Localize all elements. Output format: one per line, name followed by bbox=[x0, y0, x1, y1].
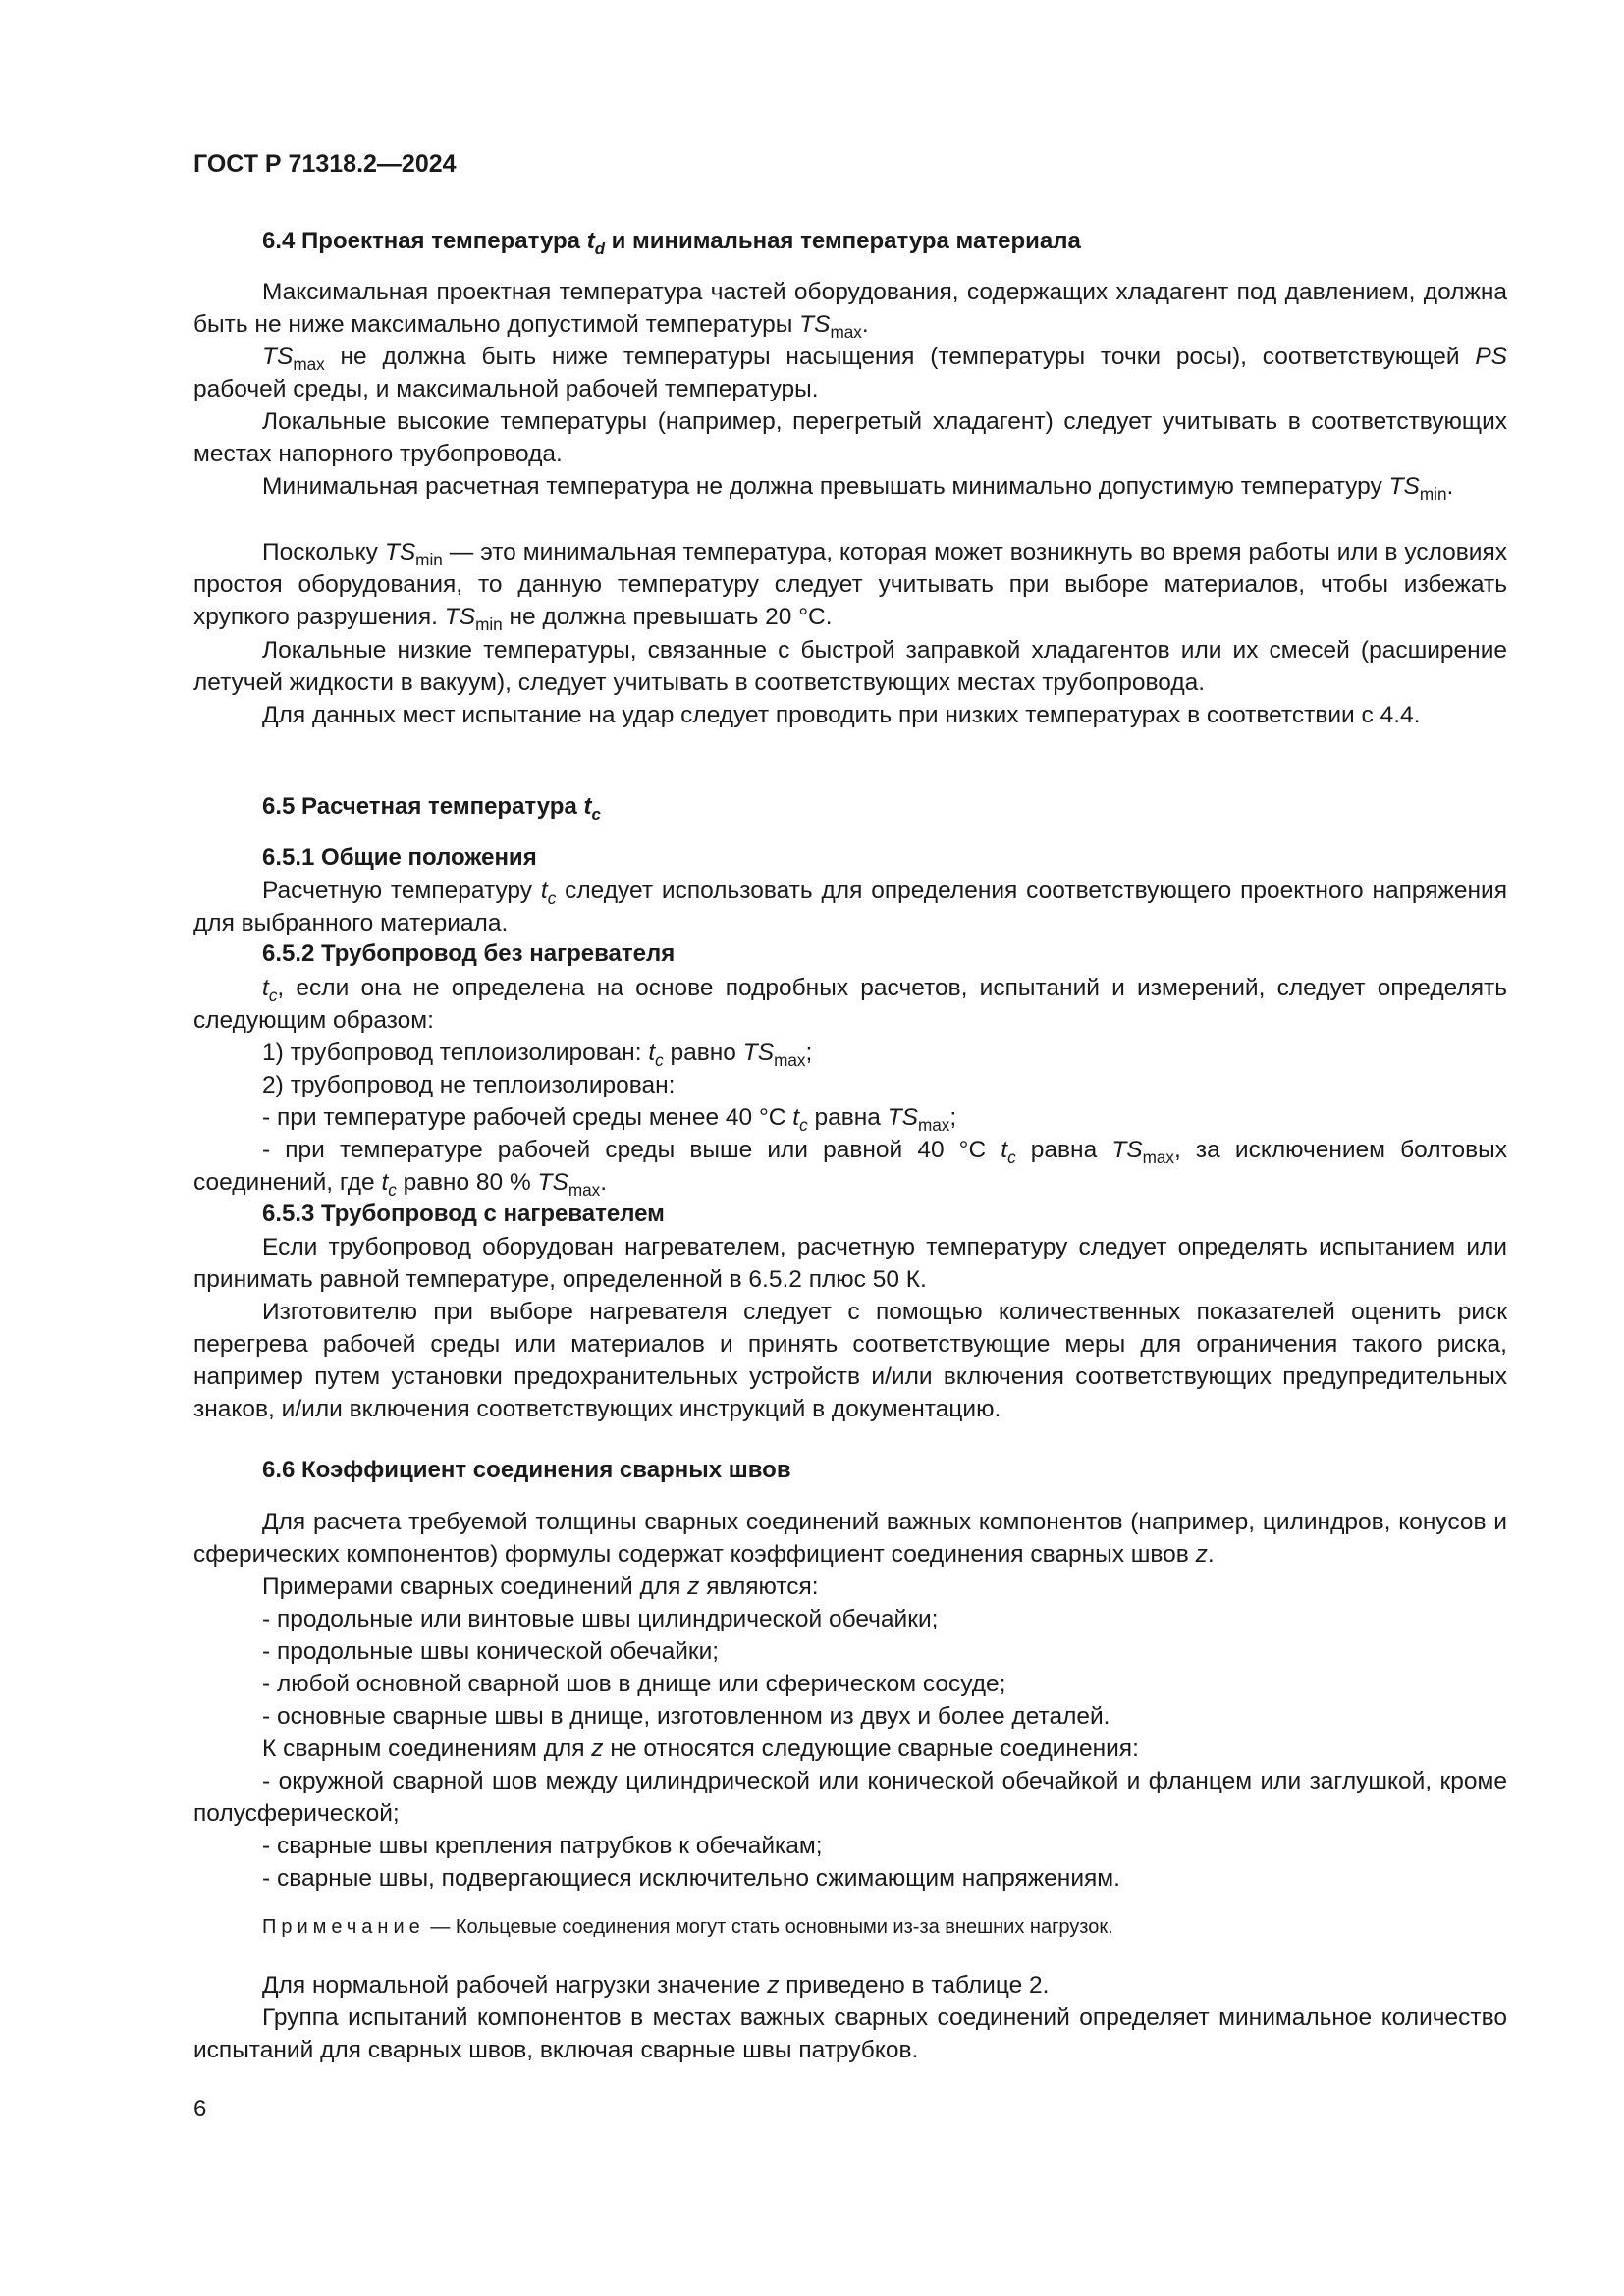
s652-item-1: 1) трубопровод теплоизолирован: $t_c$ равно $TS_{max}$; bbox=[262, 1040, 813, 1070]
s652-item-2: 2) трубопровод не теплоизолирован: bbox=[262, 1072, 676, 1098]
s66-list-item-2: - продольные швы конической обечайки; bbox=[262, 1638, 720, 1665]
s652-para: $t_c$, если она не определена на основе подробных расчетов, испытаний и измерений, следует определять следующим образом: bbox=[193, 975, 1507, 1034]
s66-list-item-1: - продольные или винтовые швы цилиндрической обечайки; bbox=[262, 1606, 939, 1632]
s653-para-2: Изготовителю при выборе нагревателя следует с помощью количественных показателей оценить риск перегрева рабочей среды или материалов и принять соответствующие меры для ограничения такого риска, например путем установки предохранительных устройств и/или включения соответствующих предупредительных знаков, и/или включения соответствующих инструкций в документацию. bbox=[193, 1299, 1507, 1422]
section-6-4-title: 6.4 Проектная температура $t_d$ и минимальная температура материала bbox=[262, 228, 1081, 258]
s66-list-item-7: - сварные швы, подвергающиеся исключительно сжимающим напряжениям. bbox=[262, 1865, 1120, 1892]
s64-para-1: Максимальная проектная температура частей оборудования, содержащих хладагент под давлением, должна быть не ниже максимально допустимой температуры $TS_{max}$. bbox=[193, 279, 1507, 342]
s651-para: Расчетную температуру $t_c$ следует использовать для определения соответствующего проектного напряжения для выбранного материала. bbox=[193, 878, 1507, 936]
note-text: — Кольцевые соединения могут стать основными из-за внешних нагрузок. bbox=[424, 1916, 1113, 1938]
s66-list-item-6: - сварные швы крепления патрубков к обечайкам; bbox=[262, 1833, 823, 1859]
note bbox=[262, 1916, 1113, 1939]
s66-list-item-3: - любой основной сварной шов в днище или сферическом сосуде; bbox=[262, 1671, 1006, 1697]
s64-para-5: Поскольку $TS_{min}$ — это минимальная температура, которая может возникнуть во время работы или в условиях простоя оборудования, то данную температуру следует учитывать при выборе материалов, чтобы избежать хрупкого разрушения. $TS_{min}$ не должна превышать 20 °С. bbox=[193, 539, 1507, 634]
section-6-5-1-title: 6.5.1 Общие положения bbox=[262, 844, 537, 871]
document-header: ГОСТ Р 71318.2—2024 bbox=[193, 150, 457, 178]
section-6-5-title: 6.5 Расчетная температура $t_c$ bbox=[262, 793, 601, 824]
note-label: Примечание bbox=[262, 1916, 425, 1938]
s64-para-3: Локальные высокие температуры (например, перегретый хладагент) следует учитывать в соответствующих местах напорного трубопровода. bbox=[193, 408, 1507, 467]
s66-para-2: Примерами сварных соединений для z являются: bbox=[262, 1574, 819, 1600]
s64-para-4: Минимальная расчетная температура не должна превышать минимально допустимую температуру $TS_{min}$. bbox=[262, 473, 1454, 504]
s64-para-6: Локальные низкие температуры, связанные с быстрой заправкой хладагентов или их смесей (расширение летучей жидкости в вакуум), следует учитывать в соответствующих местах трубопровода. bbox=[193, 637, 1507, 696]
s66-para-5: Группа испытаний компонентов в местах важных сварных соединений определяет минимальное количество испытаний для сварных швов, включая сварные швы патрубков. bbox=[193, 2004, 1507, 2063]
s64-para-7: Для данных мест испытание на удар следует проводить при низких температурах в соответствии с 4.4. bbox=[262, 702, 1421, 728]
s66-para-3: К сварным соединениям для z не относятся следующие сварные соединения: bbox=[262, 1735, 1139, 1762]
s66-para-1: Для расчета требуемой толщины сварных соединений важных компонентов (например, цилиндров, конусов и сферических компонентов) формулы содержат коэффициент соединения сварных швов z. bbox=[193, 1509, 1507, 1568]
section-6-6-title: 6.6 Коэффициент соединения сварных швов bbox=[262, 1457, 791, 1483]
section-6-5-2-title: 6.5.2 Трубопровод без нагревателя bbox=[262, 940, 676, 967]
s652-item-4: - при температуре рабочей среды выше или равной 40 °С $t_c$ равна $TS_{max}$, за исключением болтовых соединений, где $t_c$ равно 80 % $TS_{max}$. bbox=[193, 1137, 1507, 1200]
s66-list-item-4: - основные сварные швы в днище, изготовленном из двух и более деталей. bbox=[262, 1703, 1110, 1730]
s66-para-4: Для нормальной рабочей нагрузки значение z приведено в таблице 2. bbox=[262, 1972, 1050, 1999]
s652-item-3: - при температуре рабочей среды менее 40 °С $t_c$ равна $TS_{max}$; bbox=[262, 1104, 957, 1135]
s653-para-1: Если трубопровод оборудован нагревателем, расчетную температуру следует определять испытанием или принимать равной температуре, определенной в 6.5.2 плюс 50 К. bbox=[193, 1234, 1507, 1293]
s66-list-item-5: - окружной сварной шов между цилиндрической или конической обечайкой и фланцем или заглушкой, кроме полусферической; bbox=[193, 1768, 1507, 1827]
s64-para-2: $TS_{max}$ не должна быть ниже температуры насыщения (температуры точки росы), соответствующей PS рабочей среды, и максимальной рабочей температуры. bbox=[193, 344, 1507, 402]
page-number: 6 bbox=[193, 2096, 207, 2122]
section-6-5-3-title: 6.5.3 Трубопровод с нагревателем bbox=[262, 1201, 665, 1227]
